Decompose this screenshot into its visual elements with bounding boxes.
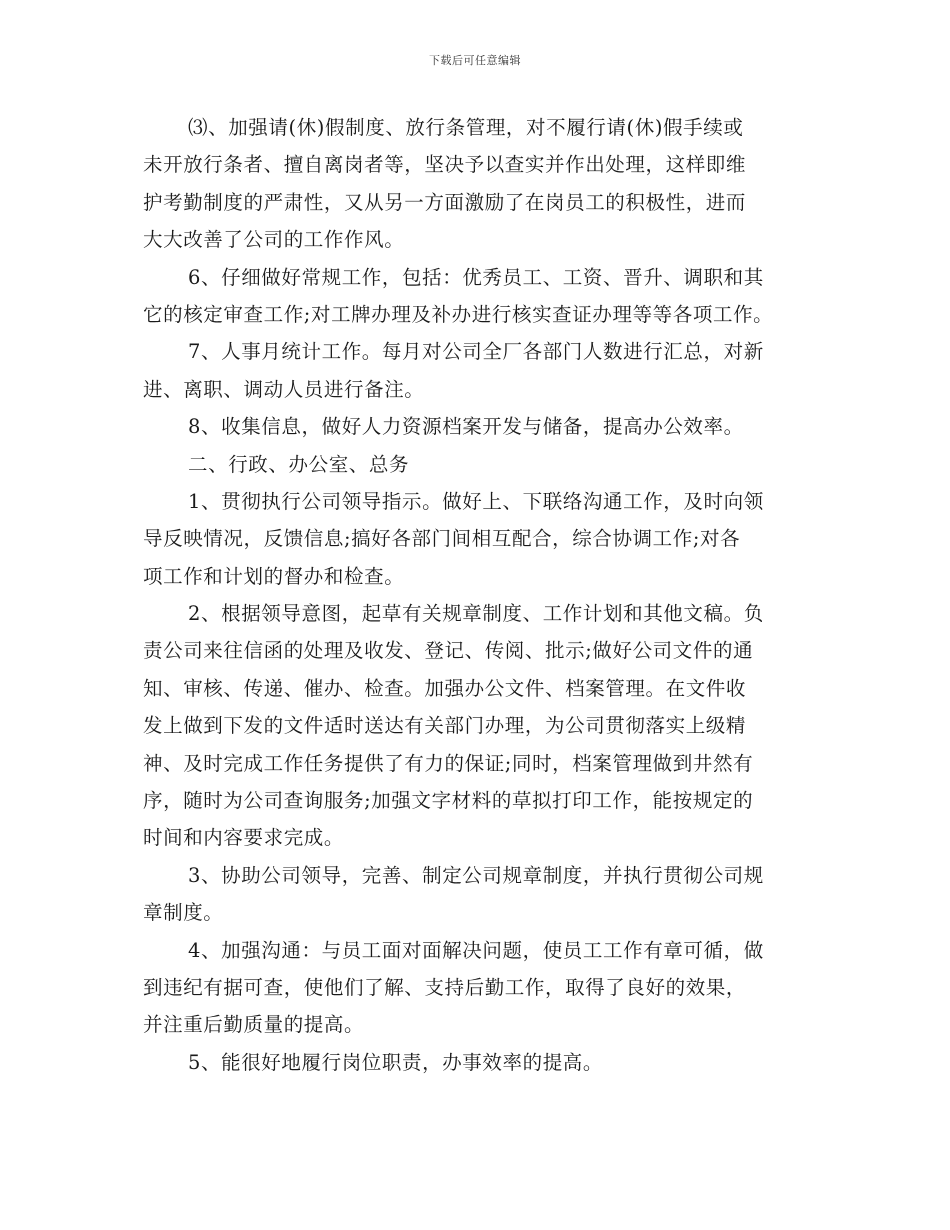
text-line: ⑶、加强请(休)假制度、放行条管理，对不履行请(休)假手续或: [188, 116, 744, 139]
text-line: 项工作和计划的督办和检查。: [143, 564, 405, 588]
text-line: 大大改善了公司的工作作风。: [143, 228, 405, 252]
text-line: 它的核定审查工作;对工牌办理及补办进行核实查证办理等等各项工作。: [143, 302, 774, 326]
text-line: 5、能很好地履行岗位职责，办事效率的提高。: [188, 1050, 604, 1074]
text-line: 2、根据领导意图，起草有关规章制度、工作计划和其他文稿。负: [188, 602, 764, 626]
text-line: 章制度。: [143, 901, 224, 925]
paragraph-duties: [143, 1044, 833, 1081]
text-line: 4、加强沟通：与员工面对面解决问题，使员工工作有章可循，做: [188, 938, 764, 962]
paragraph-drafting: [143, 595, 833, 857]
document-body: [143, 109, 833, 1081]
paragraph-regulations: [143, 857, 833, 932]
paragraph-communication: [143, 932, 833, 1044]
text-line: 发上做到下发的文件适时送达有关部门办理，为公司贯彻落实上级精: [143, 714, 747, 738]
text-line: 导反映情况，反馈信息;搞好各部门间相互配合，综合协调工作;对各: [143, 527, 741, 551]
page-header: 下载后可任意编辑: [429, 54, 521, 67]
paragraph-leave-management: [143, 109, 833, 259]
text-line: 3、协助公司领导，完善、制定公司规章制度，并执行贯彻公司规: [188, 863, 764, 887]
text-line: 未开放行条者、擅自离岗者等，坚决予以查实并作出处理，这样即维: [143, 153, 747, 177]
text-line: 8、收集信息，做好人力资源档案开发与储备，提高办公效率。: [188, 415, 744, 439]
text-line: 护考勤制度的严肃性，又从另一方面激励了在岗员工的积极性，进而: [143, 190, 747, 214]
text-line: 7、人事月统计工作。每月对公司全厂各部门人数进行汇总，对新: [188, 340, 764, 364]
text-line: 序，随时为公司查询服务;加强文字材料的草拟打印工作，能按规定的: [143, 789, 754, 813]
text-line: 1、贯彻执行公司领导指示。做好上、下联络沟通工作，及时向领: [188, 489, 764, 513]
text-line: 神、及时完成工作任务提供了有力的保证;同时，档案管理做到井然有: [143, 751, 754, 775]
paragraph-implement-instructions: [143, 483, 833, 595]
paragraph-monthly-stats: [143, 333, 833, 408]
section-heading-text: 二、行政、办公室、总务: [188, 452, 410, 476]
paragraph-routine-work: [143, 259, 833, 334]
section-heading: [143, 446, 833, 483]
text-line: 时间和内容要求完成。: [143, 826, 345, 850]
paragraph-collect-info: [143, 408, 833, 445]
text-line: 到违纪有据可查，使他们了解、支持后勤工作，取得了良好的效果，: [143, 975, 747, 999]
text-line: 进、离职、调动人员进行备注。: [143, 377, 425, 401]
text-line: 责公司来往信函的处理及收发、登记、传阅、批示;做好公司文件的通: [143, 639, 754, 663]
text-line: 6、仔细做好常规工作，包括：优秀员工、工资、晋升、调职和其: [188, 265, 764, 289]
text-line: 并注重后勤质量的提高。: [143, 1013, 365, 1037]
text-line: 知、审核、传递、催办、检查。加强办公文件、档案管理。在文件收: [143, 676, 747, 700]
